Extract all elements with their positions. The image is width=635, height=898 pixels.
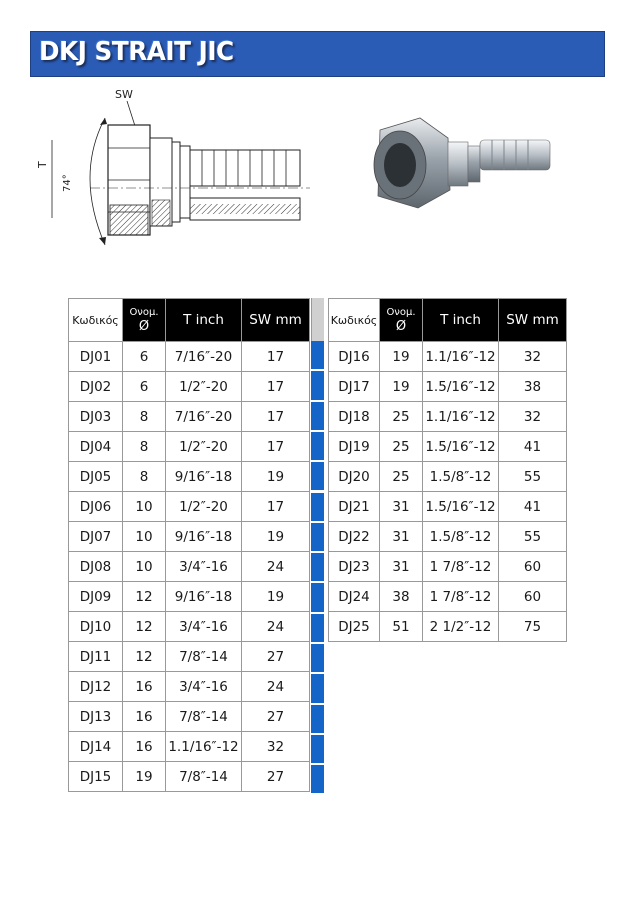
divider-segment: [311, 371, 324, 399]
cell-nominal: 12: [123, 582, 166, 612]
cell-t-inch: 7/16″-20: [166, 342, 242, 372]
table-row: [69, 612, 310, 642]
cell-t-inch: 1.5/8″-12: [423, 522, 499, 552]
cell-nominal: 31: [380, 552, 423, 582]
cell-t-inch: 1/2″-20: [166, 372, 242, 402]
cell-sw-mm: 17: [242, 372, 310, 402]
cell-nominal: 19: [380, 342, 423, 372]
cell-code: DJ09: [69, 582, 123, 612]
divider-segment: [311, 644, 324, 672]
cell-code: DJ11: [69, 642, 123, 672]
cell-sw-mm: 17: [242, 402, 310, 432]
sw-label: SW: [115, 88, 133, 101]
cell-code: DJ04: [69, 432, 123, 462]
cell-t-inch: 1/2″-20: [166, 432, 242, 462]
cell-t-inch: 1.5/16″-12: [423, 492, 499, 522]
column-divider-head: [311, 298, 324, 341]
spec-table-left: [68, 298, 310, 792]
cell-t-inch: 1 7/8″-12: [423, 552, 499, 582]
cell-code: DJ02: [69, 372, 123, 402]
header-nominal-line2: Ø: [395, 318, 407, 334]
cell-code: DJ22: [329, 522, 380, 552]
cell-sw-mm: 60: [499, 582, 567, 612]
table-row: [329, 582, 567, 612]
cell-t-inch: 1.5/8″-12: [423, 462, 499, 492]
table-row: [69, 462, 310, 492]
cell-nominal: 25: [380, 462, 423, 492]
divider-segment: [311, 341, 324, 369]
divider-segment: [311, 735, 324, 763]
cell-nominal: 16: [123, 732, 166, 762]
cell-t-inch: 9/16″-18: [166, 522, 242, 552]
cell-code: DJ23: [329, 552, 380, 582]
cell-t-inch: 3/4″-16: [166, 672, 242, 702]
cell-nominal: 12: [123, 612, 166, 642]
table-row: [69, 702, 310, 732]
cell-t-inch: 1.5/16″-12: [423, 432, 499, 462]
divider-segment: [311, 462, 324, 490]
page-title: DKJ STRAIT JIC: [39, 37, 234, 67]
divider-segment: [311, 765, 324, 793]
divider-segment: [311, 493, 324, 521]
cell-t-inch: 7/8″-14: [166, 702, 242, 732]
technical-drawing: [30, 80, 310, 255]
cell-sw-mm: 19: [242, 522, 310, 552]
cell-nominal: 19: [123, 762, 166, 792]
cell-sw-mm: 41: [499, 492, 567, 522]
header-sw-mm: SW mm: [499, 299, 567, 342]
spec-table-right: [328, 298, 567, 642]
cell-nominal: 16: [123, 672, 166, 702]
divider-segment: [311, 614, 324, 642]
cell-t-inch: 9/16″-18: [166, 582, 242, 612]
cell-t-inch: 3/4″-16: [166, 612, 242, 642]
cell-code: DJ13: [69, 702, 123, 732]
table-row: [69, 762, 310, 792]
cell-t-inch: 1.5/16″-12: [423, 372, 499, 402]
cell-t-inch: 7/8″-14: [166, 762, 242, 792]
cell-nominal: 19: [380, 372, 423, 402]
cell-nominal: 31: [380, 492, 423, 522]
cell-sw-mm: 60: [499, 552, 567, 582]
divider-segment: [311, 674, 324, 702]
cell-sw-mm: 38: [499, 372, 567, 402]
table-row: [329, 552, 567, 582]
table-row: [329, 462, 567, 492]
cell-t-inch: 1/2″-20: [166, 492, 242, 522]
cell-nominal: 38: [380, 582, 423, 612]
cell-sw-mm: 24: [242, 672, 310, 702]
cell-nominal: 6: [123, 372, 166, 402]
header-t-inch: T inch: [166, 299, 242, 342]
cell-sw-mm: 17: [242, 492, 310, 522]
table-row: [69, 642, 310, 672]
cell-nominal: 51: [380, 612, 423, 642]
header-code: Κωδικός: [329, 299, 380, 342]
cell-code: DJ03: [69, 402, 123, 432]
cell-nominal: 8: [123, 462, 166, 492]
cell-code: DJ15: [69, 762, 123, 792]
header-nominal-line1: Ονομ.: [386, 306, 416, 318]
cell-sw-mm: 19: [242, 462, 310, 492]
cell-code: DJ05: [69, 462, 123, 492]
cell-code: DJ19: [329, 432, 380, 462]
table-row: [329, 372, 567, 402]
cell-sw-mm: 32: [499, 342, 567, 372]
cell-t-inch: 1.1/16″-12: [423, 342, 499, 372]
table-row: [329, 492, 567, 522]
header-nominal-line2: Ø: [138, 318, 150, 334]
header-nominal: [123, 299, 166, 342]
table-row: [329, 432, 567, 462]
title-banner: [30, 31, 605, 77]
cell-code: DJ18: [329, 402, 380, 432]
cell-sw-mm: 27: [242, 642, 310, 672]
cell-code: DJ24: [329, 582, 380, 612]
cell-t-inch: 1.1/16″-12: [166, 732, 242, 762]
header-sw-mm: SW mm: [242, 299, 310, 342]
cell-sw-mm: 41: [499, 432, 567, 462]
table-row: [69, 492, 310, 522]
cell-sw-mm: 32: [499, 402, 567, 432]
cell-sw-mm: 27: [242, 702, 310, 732]
cell-sw-mm: 55: [499, 462, 567, 492]
cell-sw-mm: 24: [242, 612, 310, 642]
cell-code: DJ10: [69, 612, 123, 642]
cell-t-inch: 9/16″-18: [166, 462, 242, 492]
cell-code: DJ08: [69, 552, 123, 582]
cell-nominal: 10: [123, 492, 166, 522]
cell-code: DJ12: [69, 672, 123, 702]
table-row: [69, 582, 310, 612]
table-row: [69, 672, 310, 702]
cell-nominal: 8: [123, 432, 166, 462]
cell-t-inch: 3/4″-16: [166, 552, 242, 582]
t-label: T: [36, 161, 49, 168]
divider-segment: [311, 523, 324, 551]
header-nominal: [380, 299, 423, 342]
cell-t-inch: 2 1/2″-12: [423, 612, 499, 642]
cell-sw-mm: 17: [242, 342, 310, 372]
header-nominal-line1: Ονομ.: [129, 306, 159, 318]
cell-sw-mm: 24: [242, 552, 310, 582]
cell-sw-mm: 19: [242, 582, 310, 612]
cell-nominal: 10: [123, 552, 166, 582]
cell-nominal: 25: [380, 402, 423, 432]
header-code: Κωδικός: [69, 299, 123, 342]
cell-t-inch: 1 7/8″-12: [423, 582, 499, 612]
table-row: [69, 402, 310, 432]
table-row: [69, 552, 310, 582]
cell-nominal: 6: [123, 342, 166, 372]
cell-t-inch: 1.1/16″-12: [423, 402, 499, 432]
cell-nominal: 8: [123, 402, 166, 432]
table-row: [329, 342, 567, 372]
table-row: [69, 372, 310, 402]
cell-code: DJ25: [329, 612, 380, 642]
cell-code: DJ16: [329, 342, 380, 372]
angle-label: 74°: [62, 174, 73, 192]
table-row: [329, 612, 567, 642]
cell-sw-mm: 27: [242, 762, 310, 792]
spec-table-right-body: [329, 342, 567, 642]
cell-sw-mm: 75: [499, 612, 567, 642]
divider-segment: [311, 402, 324, 430]
cell-nominal: 16: [123, 702, 166, 732]
cell-t-inch: 7/16″-20: [166, 402, 242, 432]
cell-code: DJ21: [329, 492, 380, 522]
cell-code: DJ17: [329, 372, 380, 402]
cell-nominal: 12: [123, 642, 166, 672]
cell-sw-mm: 17: [242, 432, 310, 462]
cell-nominal: 31: [380, 522, 423, 552]
table-row: [69, 522, 310, 552]
cell-sw-mm: 32: [242, 732, 310, 762]
product-photo: [360, 110, 560, 220]
cell-code: DJ01: [69, 342, 123, 372]
header-t-inch: T inch: [423, 299, 499, 342]
table-row: [69, 432, 310, 462]
cell-t-inch: 7/8″-14: [166, 642, 242, 672]
cell-sw-mm: 55: [499, 522, 567, 552]
cell-code: DJ20: [329, 462, 380, 492]
table-row: [69, 732, 310, 762]
cell-nominal: 25: [380, 432, 423, 462]
cell-code: DJ14: [69, 732, 123, 762]
divider-segment: [311, 705, 324, 733]
cell-nominal: 10: [123, 522, 166, 552]
divider-segment: [311, 583, 324, 611]
divider-segment: [311, 553, 324, 581]
cell-code: DJ06: [69, 492, 123, 522]
cell-code: DJ07: [69, 522, 123, 552]
table-row: [69, 342, 310, 372]
table-row: [329, 402, 567, 432]
divider-segment: [311, 432, 324, 460]
spec-table-left-body: [69, 342, 310, 792]
table-row: [329, 522, 567, 552]
